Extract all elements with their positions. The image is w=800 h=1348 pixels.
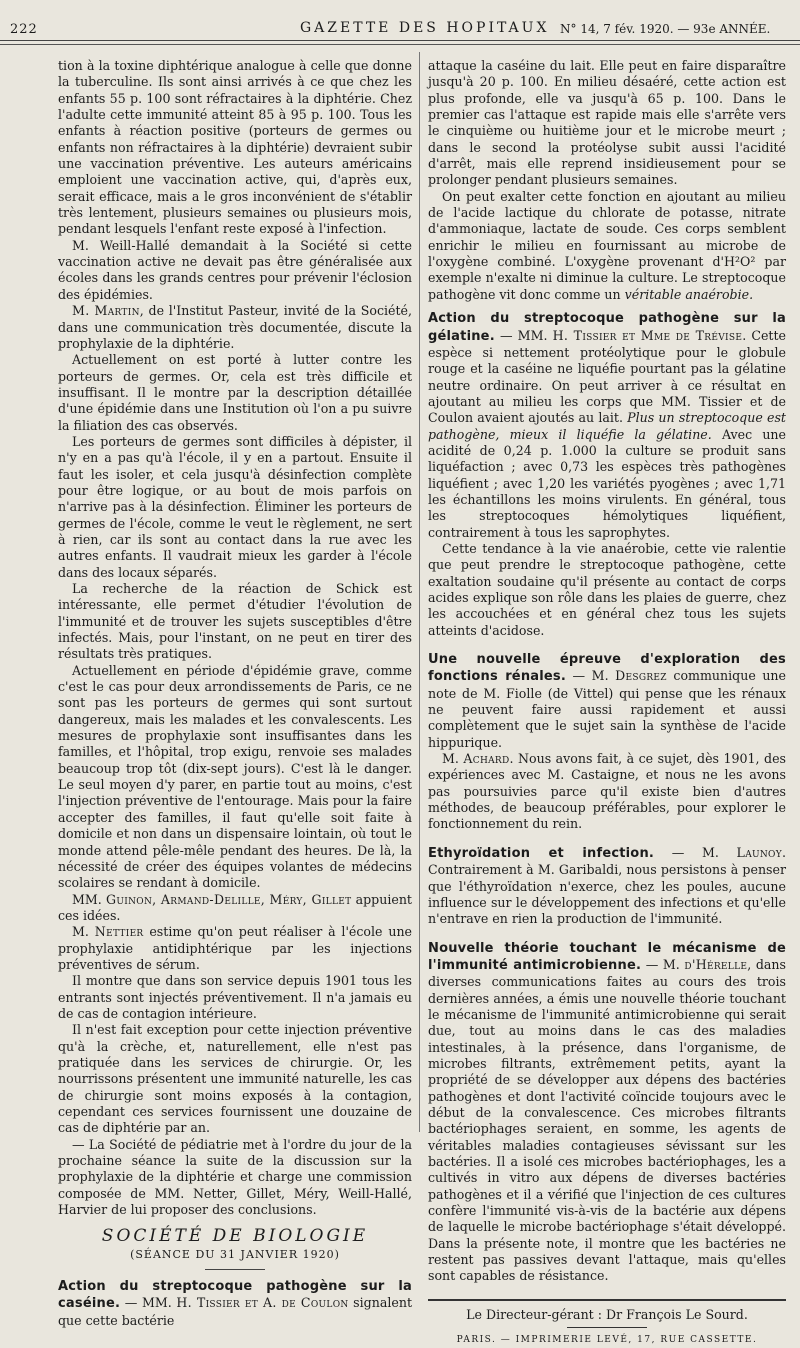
separator bbox=[567, 1327, 647, 1328]
separator bbox=[205, 1269, 265, 1270]
paragraph: Il n'est fait exception pour cette injection préventive qu'à la crèche, et, naturellement, elle n'est pas pratiquée dans les services de chirurgie. Or, les nourrissons présentent une immunité naturelle, les cas de chirurgie sont moins exposés à la contagion, cependant ces services fournissent une douzaine de cas de diphtérie par an. bbox=[58, 1022, 412, 1136]
paragraph-text: , de l'Institut Pasteur, invité de la Société, dans une communication très documentée, discute la prophylaxie de la diphtérie. bbox=[58, 303, 412, 351]
author-name: d'Hérelle bbox=[684, 956, 748, 972]
article-heading: Action du streptocoque pathogène sur la caséine. bbox=[58, 1279, 412, 1312]
author-names: H. Tissier et Mme de Trévise bbox=[552, 327, 743, 343]
paragraph-text: . Nous avons fait, à ce sujet, dès 1901, des expériences avec M. Castaigne, et nous ne les avons pas poursuivies parce qu'il existe bien d'autres méthodes, de beaucoup préférables, pour explorer le fonctionnement du rein. bbox=[428, 751, 786, 832]
paragraph-text: . Contrairement à M. Garibaldi, nous persistons à penser que l'éthyroïdation n'exerce, chez les poules, aucune influence sur le développement des infections et qu'elle n'entrave en rien la production de l'immunité. bbox=[428, 844, 786, 927]
paragraph-text: — MM. bbox=[494, 327, 553, 343]
article bbox=[428, 310, 786, 541]
paragraph-text: — M. bbox=[566, 668, 616, 684]
paragraph-text: estime qu'on peut réaliser à l'école une prophylaxie antidiphtérique par les injections préventives de sérum. bbox=[58, 924, 413, 972]
paragraph-text: — M. bbox=[641, 956, 685, 972]
paragraph bbox=[58, 892, 412, 925]
director-line: Le Directeur-gérant : Dr François Le Sourd. bbox=[466, 1306, 748, 1322]
paragraph-text: signalent que cette bactérie bbox=[58, 1295, 413, 1328]
printer-line: PARIS. — IMPRIMERIE LEVÉ, 17, RUE CASSETTE. bbox=[456, 1335, 758, 1346]
issue-info: N° 14, 7 fév. 1920. — 93e ANNÉE. bbox=[560, 22, 771, 36]
paragraph-text: — MM. bbox=[120, 1295, 177, 1311]
section-date: (SÉANCE DU 31 JANVIER 1920) bbox=[130, 1247, 340, 1261]
author-names: H. Tissier et A. de Coulon bbox=[176, 1295, 349, 1311]
paragraph: Actuellement en période d'épidémie grave, comme c'est le cas pour deux arrondissements de Paris, ce ne sont pas les porteurs de germes qui sont surtout dangereux, mais les malades et les convalescents. Les mesures de prophylaxie sont insuffisantes dans les familles, et l'hôpital, trop exigu, renvoie ses malades beaucoup trop tôt (dix-sept jours). C'est là le danger. Le seul moyen d'y parer, en partie tout au moins, c'est l'injection préventive de l'entourage. Mais pour la faire accepter des familles, il faut qu'elle soit faite à domicile et non dans un dispensaire lointain, où tout le monde attend pêle-mêle pendant des heures. De là, la nécessité de créer des équipes volantes de médecins scolaires se rendant à domicile. bbox=[58, 662, 412, 891]
paragraph-text: Avec une acidité de 0,24 p. 1.000 la culture se produit sans liquéfaction ; avec 0,73 les espèces très pathogènes liquéfient ; avec 1,20 les variétés pyogènes ; avec 1,71 les échantillons les moins virulents. En général, tous les streptocoques hémolytiques liquéfient, contrairement à tous les saprophytes. bbox=[428, 426, 787, 540]
paragraph: tion à la toxine diphtérique analogue à celle que donne la tuberculine. Ils sont ainsi arrivés à ce que chez les enfants 55 p. 100 sont réfractaires à la diphtérie. Chez l'adulte cette immunité atteint 85 à 95 p. 100. Tous les enfants à réaction positive (porteurs de germes ou enfants non réfractaires à la diphtérie) devraient subir une vaccination préventive. Les auteurs américains emploient une vaccination active, qui, d'après eux, serait efficace, mais a le gros inconvénient de s'établir très lentement, plusieurs semaines ou plusieurs mois, pendant lesquels l'enfant reste exposé à l'infection. bbox=[58, 58, 412, 237]
section-title: SOCIÉTÉ DE BIOLOGIE bbox=[101, 1226, 369, 1247]
paragraph: Actuellement on est porté à lutter contre les porteurs de germes. Or, cela est très difficile et insuffisant. Il le montre par la description détaillée d'une épidémie dans une Institution où l'on a pu suivre la filiation des cas observés. bbox=[58, 352, 412, 433]
header-rule bbox=[0, 40, 800, 41]
italic-text: véritable anaérobie. bbox=[624, 286, 754, 302]
italic-text: Plus un streptocoque est pathogène, mieux il liquéfie la gélatine. bbox=[428, 410, 786, 442]
author-name: M. Martin bbox=[72, 303, 140, 319]
paragraph bbox=[58, 924, 412, 973]
article bbox=[428, 651, 786, 751]
paragraph: attaque la caséine du lait. Elle peut en faire disparaître jusqu'à 20 p. 100. En milieu désaéré, cette action est plus profonde, elle va jusqu'à 65 p. 100. Dans le premier cas l'attaque est rapide mais elle s'arrête vers le cinquième ou huitième jour et le microbe meurt ; dans le second la protéolyse subit aussi l'acidité d'arrêt, mais elle reprend insidieusement pour se prolonger pendant plusieurs semaines. bbox=[428, 58, 786, 188]
right-column bbox=[428, 58, 786, 1348]
paragraph-text: On peut exalter cette fonction en ajoutant au milieu de l'acide lactique du chlorate de potasse, nitrate d'ammoniaque, lactate de soude. Ces corps semblent enrichir le milieu en fournissant au microbe de l'oxygène combiné. L'oxygène provenant d'H²O² par exemple n'exalte ni diminue la culture. Le streptocoque pathogène vit donc comme un bbox=[428, 188, 786, 302]
page-header bbox=[0, 0, 800, 45]
paragraph bbox=[428, 751, 786, 833]
article-intro bbox=[58, 1278, 412, 1329]
author-names: Guinon, Armand-Delille, Méry, Gillet bbox=[105, 891, 352, 907]
article-heading: Une nouvelle épreuve d'exploration des fonctions rénales. bbox=[428, 652, 786, 685]
column-divider bbox=[419, 52, 420, 1132]
article bbox=[428, 845, 786, 928]
article-heading: Action du streptocoque pathogène sur la gélatine. bbox=[428, 311, 786, 344]
paragraph bbox=[58, 303, 412, 352]
paragraph-text: appuient ces idées. bbox=[58, 891, 412, 923]
paragraph bbox=[428, 189, 786, 303]
section-heading bbox=[58, 1228, 412, 1270]
article-heading: Nouvelle théorie touchant le mécanisme de l'immunité antimicrobienne. bbox=[428, 940, 786, 973]
author-name: Desgrez bbox=[615, 668, 667, 684]
paragraph: — La Société de pédiatrie met à l'ordre du jour de la prochaine séance la suite de la discussion sur la prophylaxie de la diphtérie et charge une commission composée de MM. Netter, Gillet, Méry, Weill-Hallé, Harvier de lui proposer des conclusions. bbox=[58, 1136, 412, 1218]
paragraph-text: M. bbox=[442, 751, 464, 767]
page-number: 222 bbox=[10, 22, 38, 37]
paragraph: M. Weill-Hallé demandait à la Société si cette vaccination active ne devait pas être généralisée aux écoles dans les grands centres pour prévenir l'éclosion des épidémies. bbox=[58, 237, 412, 302]
author-name: Achard bbox=[463, 751, 510, 767]
paragraph-text: M. bbox=[72, 924, 95, 940]
left-column bbox=[58, 58, 412, 1329]
journal-title: GAZETTE DES HOPITAUX bbox=[300, 20, 550, 36]
paragraph-text: . Cette espèce si nettement protéolytique pour le globule rouge et la caséine ne liquéfie pourtant pas la gélatine neutre ordinaire. On peut arriver à ce résultat en ajoutant au milieu les corps que MM. Tissier et de Coulon avaient ajoutés au lait. bbox=[428, 327, 787, 426]
author-name: Nettier bbox=[94, 924, 144, 940]
article bbox=[428, 940, 786, 1285]
paragraph: Les porteurs de germes sont difficiles à dépister, il n'y en a pas qu'à l'école, il y en a partout. Ensuite il faut les isoler, et cela jusqu'à désinfection complète pour être logique, or au bout de mois parfois on n'arrive pas à la désinfection. Éliminer les porteurs de germes de l'école, comme le veut le règlement, ne sert à rien, car ils sont au contact dans la rue avec les autres enfants. Il vaudrait mieux les garder à l'école dans des locaux séparés. bbox=[58, 433, 412, 580]
paragraph-text: , dans diverses communications faites au cours des trois dernières années, a émis une nouvelle théorie touchant le mécanisme de l'immunité antimicrobienne qui serait due, tout au moins dans le cas des maladies intestinales, à la présence, dans l'organisme, de microbes filtrants, extrêmement petits, ayant la propriété de se développer aux dépens des bactéries pathogènes et dont l'activité coïncide toujours avec le début de la convalescence. Ces microbes filtrants bactériophages seraient, en somme, les agents de véritables maladies contagieuses sévissant sur les bactéries. Il a isolé ces microbes bactériophages, les a cultivés in vitro aux dépens de diverses bactéries pathogènes et il a vérifié que l'injection de ces cultures confère l'immunité vis-à-vis de la bactérie aux dépens de laquelle le microbe bactériophage s'était développé. Dans la présente note, il montre que les bactéries ne restent pas passives devant l'attaque, mais qu'elles sont capables de résistance. bbox=[428, 956, 786, 1284]
page-footer bbox=[428, 1299, 786, 1348]
author-name: Launoy bbox=[736, 844, 782, 860]
article-heading: Ethyroïdation et infection. bbox=[428, 845, 655, 861]
paragraph: Il montre que dans son service depuis 1901 tous les entrants sont injectés préventivement. Il n'a jamais eu de cas de contagion intérieure. bbox=[58, 973, 412, 1021]
paragraph: Cette tendance à la vie anaérobie, cette vie ralentie que peut prendre le streptocoque pathogène, cette exaltation soudaine qu'il présente au contact de corps acides explique son rôle dans les plaies de guerre, chez les accouchées et en général chez tous les sujets atteints d'acidose. bbox=[428, 540, 786, 638]
paragraph-text: communique une note de M. Fiolle (de Vittel) qui pense que les rénaux ne peuvent faire aussi rapidement et aussi complètement que le sujet sain la synthèse de l'acide hippurique. bbox=[428, 668, 786, 750]
paragraph-text: MM. bbox=[72, 891, 106, 907]
paragraph-text: — M. bbox=[654, 844, 737, 860]
paragraph: La recherche de la réaction de Schick est intéressante, elle permet d'étudier l'évolution de l'immunité et de trouver les sujets susceptibles d'être infectés. Mais, pour l'instant, on ne peut en tirer des résultats très pratiques. bbox=[58, 581, 412, 662]
